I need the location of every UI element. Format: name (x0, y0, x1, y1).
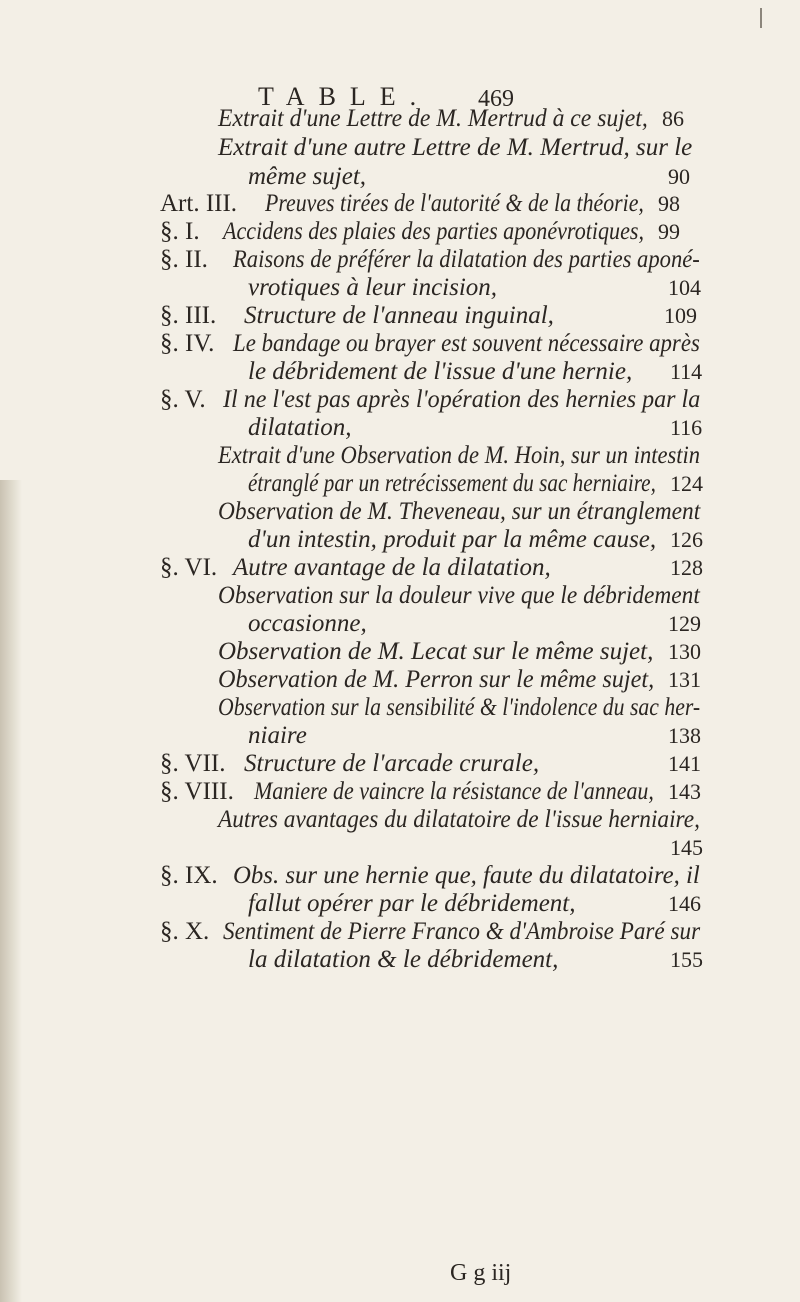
toc-entry (0, 329, 800, 359)
toc-entry-page-number: 109 (664, 303, 697, 328)
toc-entry (0, 553, 800, 583)
toc-entry-page-number: 104 (668, 275, 701, 300)
toc-entry-title: Preuves tirées de l'autorité & de la théorie, (265, 190, 644, 217)
running-head-title: TABLE. (258, 82, 431, 111)
toc-entry (0, 721, 800, 751)
toc-entry-title: occasionne, (248, 610, 367, 637)
toc-entry (0, 833, 800, 863)
toc-entry (0, 245, 800, 275)
toc-entry-title: Observation de M. Lecat sur le même sujet, (218, 638, 654, 665)
toc-entry-page-number: 128 (670, 555, 703, 580)
toc-entry (0, 301, 800, 331)
toc-entry-page-number: 114 (670, 359, 703, 384)
toc-entry-title: Sentiment de Pierre Franco & d'Ambroise Paré sur (223, 918, 701, 945)
toc-entry-section-number: §. IV. (160, 330, 215, 357)
toc-entry (0, 189, 800, 219)
toc-entry-page-number: 126 (670, 527, 703, 552)
toc-entry-page-number: 130 (668, 639, 701, 664)
toc-entry (0, 469, 800, 499)
toc-entry (0, 665, 800, 695)
toc-entry-title: Raisons de préférer la dilatation des parties aponé- (233, 246, 700, 273)
toc-entry-section-number: §. III. (160, 302, 217, 329)
toc-entry-page-number: 98 (658, 191, 680, 216)
toc-entry-title: Maniere de vaincre la résistance de l'anneau, (254, 778, 654, 805)
toc-entry (0, 162, 800, 192)
toc-entry-title: d'un intestin, produit par la même cause, (248, 526, 657, 553)
toc-entry-page-number: 129 (668, 611, 701, 636)
toc-entry-title: fallut opérer par le débridement, (248, 890, 576, 917)
toc-entry-section-number: §. IX. (160, 862, 218, 889)
toc-entry-page-number: 90 (668, 164, 690, 189)
toc-entry (0, 637, 800, 667)
toc-entry-title: Il ne l'est pas après l'opération des hernies par la (223, 386, 701, 413)
toc-entry-title: Structure de l'arcade crurale, (244, 750, 540, 777)
toc-entry-page-number: 141 (668, 751, 701, 776)
toc-entry-section-number: §. VI. (160, 554, 218, 581)
toc-entry-title: Observation de M. Theveneau, sur un étranglement (218, 498, 701, 525)
toc-entry-title: Autres avantages du dilatatoire de l'issue herniaire, (218, 806, 700, 833)
toc-entry-page-number: 138 (668, 723, 701, 748)
toc-entry-title: Observation sur la sensibilité & l'indolence du sac her- (218, 694, 701, 721)
toc-entry-section-number: §. VIII. (160, 778, 234, 805)
toc-entry-title: la dilatation & le débridement, (248, 946, 559, 973)
toc-entry-section-number: §. I. (160, 218, 200, 245)
toc-entry-section-number: §. II. (160, 246, 208, 273)
toc-entry (0, 889, 800, 919)
toc-entry-title: Extrait d'une Lettre de M. Mertrud à ce sujet, (218, 105, 648, 132)
running-head-page-number: 469 (478, 86, 514, 112)
toc-entry-page-number: 116 (670, 415, 703, 440)
toc-entry (0, 749, 800, 779)
toc-entry (0, 497, 800, 527)
toc-entry (0, 273, 800, 303)
toc-entry-title: Observation sur la douleur vive que le débridement (218, 582, 700, 609)
toc-entry-section-number: §. V. (160, 386, 206, 413)
toc-entry (0, 104, 800, 134)
toc-entry-title: étranglé par un retrécissement du sac herniaire, (248, 470, 656, 497)
toc-entry (0, 413, 800, 443)
toc-entry-title: Accidens des plaies des parties aponévrotiques, (223, 218, 644, 245)
toc-entry (0, 581, 800, 611)
toc-entry-title: niaire (248, 722, 307, 749)
toc-entry-page-number: 124 (670, 471, 703, 496)
toc-entry-section-number: §. VII. (160, 750, 226, 777)
toc-entry (0, 525, 800, 555)
toc-entry (0, 133, 800, 163)
toc-entry-title: Obs. sur une hernie que, faute du dilatatoire, il (233, 862, 700, 889)
toc-entry-title: Extrait d'une Observation de M. Hoin, sur un intestin (218, 442, 701, 469)
toc-entry-title: dilatation, (248, 414, 352, 441)
toc-entry (0, 805, 800, 835)
toc-entry-page-number: 131 (668, 667, 701, 692)
toc-entry (0, 917, 800, 947)
toc-entry (0, 217, 800, 247)
signature-mark: G g iij (450, 1260, 512, 1286)
toc-entry-section-number: Art. III. (160, 190, 238, 217)
toc-entry-title: le débridement de l'issue d'une hernie, (248, 358, 633, 385)
toc-entry-page-number: 146 (668, 891, 701, 916)
toc-entry-title: Structure de l'anneau inguinal, (244, 302, 554, 329)
toc-entry-page-number: 143 (668, 779, 701, 804)
toc-entry (0, 861, 800, 891)
toc-entry (0, 441, 800, 471)
toc-entry-section-number: §. X. (160, 918, 210, 945)
toc-entry-page-number: 86 (662, 106, 684, 131)
toc-entry (0, 945, 800, 975)
toc-entry (0, 609, 800, 639)
toc-entry-title: Observation de M. Perron sur le même sujet, (218, 666, 655, 693)
toc-entry-title: Extrait d'une autre Lettre de M. Mertrud, sur le (218, 134, 693, 161)
toc-entry-title: Autre avantage de la dilatation, (233, 554, 551, 581)
toc-entry-page-number: 145 (670, 835, 703, 860)
toc-entry-title: Le bandage ou brayer est souvent nécessaire après (233, 330, 700, 357)
toc-entry-title: même sujet, (248, 163, 367, 190)
toc-entry (0, 693, 800, 723)
toc-entry-title: vrotiques à leur incision, (248, 274, 498, 301)
toc-entry-page-number: 155 (670, 947, 703, 972)
toc-entry (0, 777, 800, 807)
toc-entry-page-number: 99 (658, 219, 680, 244)
toc-entry (0, 357, 800, 387)
toc-entry (0, 385, 800, 415)
